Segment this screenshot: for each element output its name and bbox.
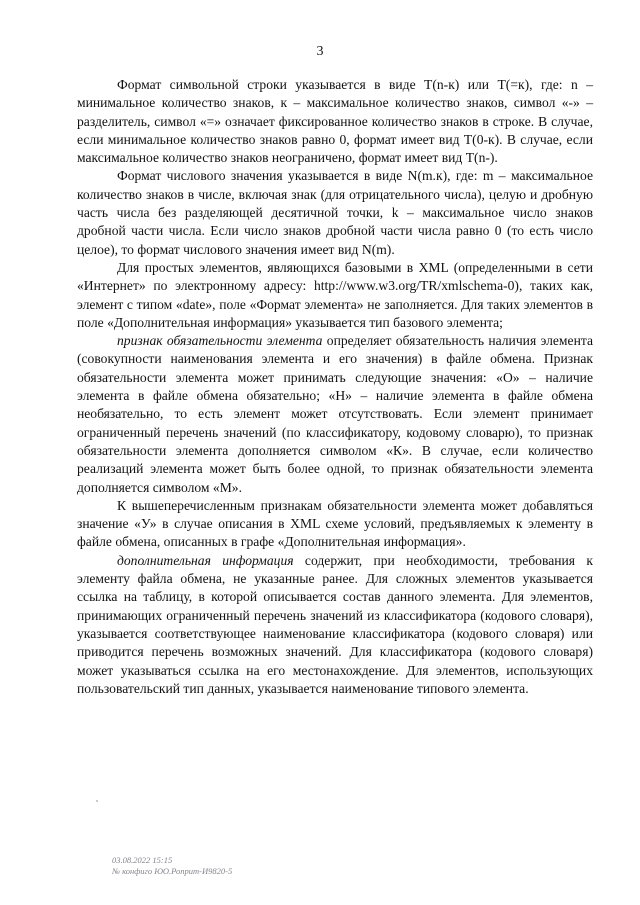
footer-reference: № конфиго ЮО.Роприт-И9820-5 (112, 866, 233, 876)
defined-term: дополнительная информация (117, 552, 294, 568)
document-body (77, 76, 593, 698)
paragraph-xml-base-types (77, 259, 593, 332)
paragraph-mandatory-flag (77, 332, 593, 497)
page-number: 3 (316, 44, 324, 59)
paragraph-text: содержит, при необходимости, требования к элементу файла обмена, не указанные ранее. Для сложных элементов указывается ссылка на таблицу, в которой описывается состав данного элемента. Для элементов, принимающих ограниченный перечень значений из классификатора (кодового словаря), указывается соответствующее наименование классификатора (кодового словаря) или приводится перечень возможных значений. Для классификатора (кодового словаря) может указываться ссылка на его местонахождение. Для элементов, использующих пользовательский тип данных, указывается наименование типового элемента. (77, 552, 593, 696)
paragraph-text: К вышеперечисленным признакам обязательности элемента может добавляться значение «У» в случае описания в XML схеме условий, предъявляемых к элементу в файле обмена, описанных в графе «Дополнительная информация». (77, 497, 593, 550)
paragraph-text: Формат числового значения указывается в виде N(m.к), где: m – максимальное количество знаков в числе, включая знак (для отрицательного числа), целую и дробную часть числа без разделяющей десятичной точки, k – максимальное число знаков дробной части числа. Если число знаков дробной части числа равно 0 (то есть число целое), то формат числового значения имеет вид N(m). (77, 168, 593, 257)
paragraph-string-format (77, 76, 593, 167)
paragraph-text: определяет обязательность наличия элемента (совокупности наименования элемента и его значения) в файле обмена. Признак обязательности элемента может принимать следующие значения: «О» – наличие элемента в файле обмена обязательно; «Н» – наличие элемента в файле обмена необязательно, то есть элемент может отсутствовать. Если элемент принимает ограниченный перечень значений (по классификатору, кодовому словарю), то признак обязательности элемента дополняется символом «К». В случае, если количество реализаций элемента может быть более одной, то признак обязательности элемента дополняется символом «М». (77, 333, 593, 495)
scan-speck (96, 800, 98, 802)
defined-term: признак обязательности элемента (117, 333, 323, 349)
footer-stamp (112, 855, 232, 877)
paragraph-number-format (77, 167, 593, 258)
paragraph-conditional-flag (77, 497, 593, 552)
paragraph-additional-info (77, 552, 593, 698)
paragraph-text: Формат символьной строки указывается в виде T(n-к) или T(=к), где: n – минимальное количество знаков, к – максимальное количество знаков, символ «-» – разделитель, символ «=» означает фиксированное количество знаков в строке. В случае, если минимальное количество знаков равно 0, формат имеет вид T(0-к). В случае, если максимальное количество знаков неограничено, формат имеет вид T(n-). (77, 77, 593, 166)
paragraph-text: Для простых элементов, являющихся базовыми в XML (определенными в сети «Интернет» по электронному адресу: http://www.w3.org/TR/xmlschema-0), таких как, элемент с типом «date», поле «Формат элемента» не заполняется. Для таких элементов в поле «Дополнительная информация» указывается тип базового элемента; (77, 259, 593, 330)
footer-timestamp: 03.08.2022 15:15 (112, 855, 173, 865)
